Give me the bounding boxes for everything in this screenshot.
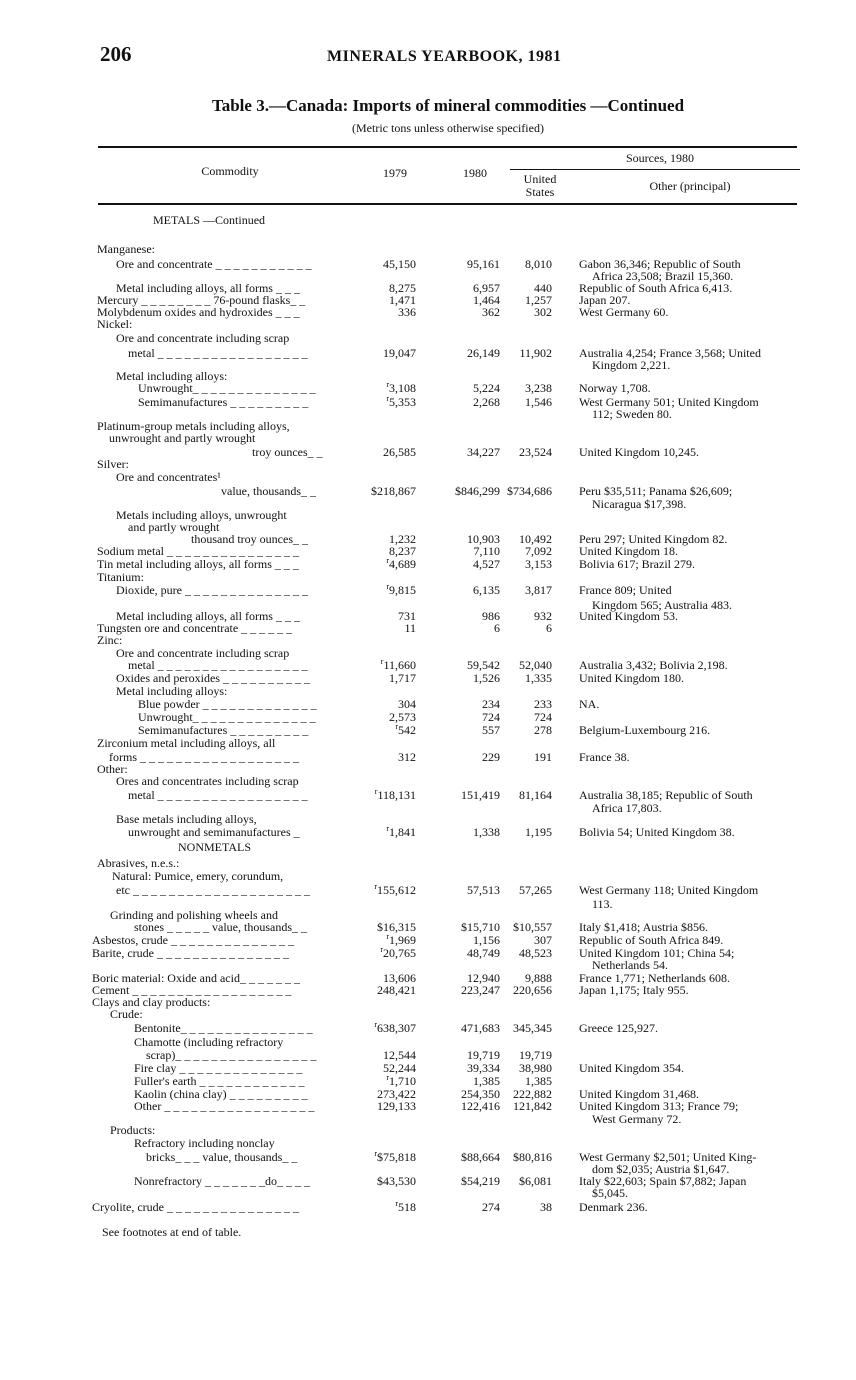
other-sources: Bolivia 617; Brazil 279. (579, 557, 695, 571)
value-1980: 1,338 (473, 825, 500, 839)
page-number: 206 (100, 42, 132, 66)
value-united-states: 220,656 (513, 983, 552, 997)
value-united-states: 52,040 (519, 658, 552, 672)
commodity-label: Crude: (110, 1007, 143, 1021)
revised-marker: r (374, 1020, 377, 1029)
other-sources: Japan 1,175; Italy 955. (579, 983, 689, 997)
table-row (0, 841, 856, 854)
other-sources: West Germany 118; United Kingdom (579, 883, 759, 897)
other-sources: Nicaragua $17,398. (592, 497, 687, 511)
value-1980: $846,299 (455, 484, 500, 498)
value-1979 (377, 1100, 416, 1113)
value-1979-text: 731 (398, 609, 416, 623)
value-1979-text: 8,237 (389, 544, 416, 558)
value-1980: 122,416 (461, 1099, 500, 1113)
commodity-label: Products: (110, 1123, 156, 1137)
header-rule-sources (510, 169, 800, 170)
revised-marker: r (386, 932, 389, 941)
value-united-states: 1,335 (525, 671, 552, 685)
commodity-label: metal _ _ _ _ _ _ _ _ _ _ _ _ _ _ _ _ _ (128, 788, 308, 802)
other-sources: Gabon 36,346; Republic of South (579, 257, 741, 271)
value-united-states: 10,492 (519, 532, 552, 546)
table-row (0, 1049, 856, 1062)
commodity-label: Ores and concentrates including scrap (116, 774, 299, 788)
other-sources: West Germany $2,501; United King- (579, 1150, 757, 1164)
other-sources: France 38. (579, 750, 630, 764)
value-1979-text: $218,867 (371, 484, 416, 498)
value-1979-text: 13,606 (383, 971, 416, 985)
value-1980: 1,526 (473, 671, 500, 685)
value-1979-text: 518 (398, 1200, 416, 1214)
value-1980: 57,513 (467, 883, 500, 897)
value-1980: 7,110 (473, 544, 500, 558)
revised-marker: r (374, 882, 377, 891)
revised-marker: r (386, 380, 389, 389)
table-row (0, 485, 856, 498)
table-row (0, 1022, 856, 1035)
value-1980: $15,710 (461, 920, 500, 934)
other-sources: Norway 1,708. (579, 381, 651, 395)
value-1979 (395, 1201, 416, 1214)
value-1979-text: 638,307 (377, 1021, 416, 1035)
value-1980: 34,227 (467, 445, 500, 459)
table-row (0, 826, 856, 839)
commodity-label: Silver: (97, 457, 129, 471)
other-sources: France 809; United (579, 583, 672, 597)
value-1980: 471,683 (461, 1021, 500, 1035)
value-1980: 12,940 (467, 971, 500, 985)
value-1980: 724 (482, 710, 500, 724)
commodity-label: Metal including alloys: (116, 684, 228, 698)
revised-marker: r (386, 1073, 389, 1082)
commodity-label: value, thousands_ _ (221, 484, 316, 498)
revised-marker: r (386, 556, 389, 565)
value-1979 (374, 1022, 416, 1035)
value-united-states: 345,345 (513, 1021, 552, 1035)
other-sources: Republic of South Africa 849. (579, 933, 724, 947)
table-row (0, 1124, 856, 1137)
value-united-states: 724 (534, 710, 552, 724)
value-1979-text: 26,585 (383, 445, 416, 459)
value-1979-text: 155,612 (377, 883, 416, 897)
table-row (0, 1075, 856, 1088)
value-1979-text: 1,717 (389, 671, 416, 685)
other-sources: West Germany 60. (579, 305, 669, 319)
revised-marker: r (386, 824, 389, 833)
table-row (0, 884, 856, 897)
other-sources: Republic of South Africa 6,413. (579, 281, 733, 295)
header-sources: Sources, 1980 (626, 151, 694, 165)
value-1979-text: 11,660 (383, 658, 416, 672)
value-1979-text: 336 (398, 305, 416, 319)
value-1979 (375, 789, 416, 802)
value-united-states: 1,385 (525, 1074, 552, 1088)
value-1980: $88,664 (461, 1150, 500, 1164)
value-united-states: $80,816 (513, 1150, 552, 1164)
revised-marker: r (386, 582, 389, 591)
commodity-label: unwrought and partly wrought (109, 431, 256, 445)
value-1979-text: 1,969 (389, 933, 416, 947)
other-sources: Africa 17,803. (592, 801, 662, 815)
commodity-label: stones _ _ _ _ _ value, thousands_ _ (134, 920, 307, 934)
commodity-label: Fuller's earth _ _ _ _ _ _ _ _ _ _ _ _ (134, 1074, 305, 1088)
other-sources: United Kingdom 180. (579, 671, 684, 685)
other-sources: France 1,771; Netherlands 608. (579, 971, 730, 985)
value-united-states: 6 (546, 621, 552, 635)
value-1980: 223,247 (461, 983, 500, 997)
value-united-states: 121,842 (513, 1099, 552, 1113)
value-united-states: 932 (534, 609, 552, 623)
other-sources: 112; Sweden 80. (592, 407, 672, 421)
commodity-label: Dioxide, pure _ _ _ _ _ _ _ _ _ _ _ _ _ _ (116, 583, 308, 597)
other-sources: West Germany 72. (592, 1112, 682, 1126)
table-row (0, 332, 856, 345)
commodity-label: Nonrefractory _ _ _ _ _ _ _do_ _ _ _ (134, 1174, 310, 1188)
header-commodity: Commodity (201, 164, 259, 178)
header-united-states (510, 173, 570, 199)
commodity-label: etc _ _ _ _ _ _ _ _ _ _ _ _ _ _ _ _ _ _ _ _ (116, 883, 310, 897)
value-united-states: 38,980 (519, 1061, 552, 1075)
header-rule-bottom (98, 203, 797, 205)
commodity-label: scrap)_ _ _ _ _ _ _ _ _ _ _ _ _ _ _ _ (146, 1048, 317, 1062)
commodity-label: METALS —Continued (153, 213, 266, 227)
value-1980: 6 (494, 621, 500, 635)
revised-marker: r (380, 945, 383, 954)
commodity-label: Semimanufactures _ _ _ _ _ _ _ _ _ (138, 723, 309, 737)
value-1980: 59,542 (467, 658, 500, 672)
commodity-label: Platinum-group metals including alloys, (97, 419, 290, 433)
other-sources: Australia 3,432; Bolivia 2,198. (579, 658, 728, 672)
value-united-states: 233 (534, 697, 552, 711)
commodity-label: troy ounces_ _ (252, 445, 323, 459)
commodity-label: Base metals including alloys, (116, 812, 257, 826)
value-1979-text: 2,573 (389, 710, 416, 724)
value-1979-text: 542 (398, 723, 416, 737)
value-united-states: 3,238 (525, 381, 552, 395)
value-united-states: 81,164 (519, 788, 552, 802)
value-1979-text: 52,244 (383, 1061, 416, 1075)
commodity-label: metal _ _ _ _ _ _ _ _ _ _ _ _ _ _ _ _ _ (128, 658, 308, 672)
value-1979-text: $16,315 (377, 920, 416, 934)
revised-marker: r (374, 787, 378, 796)
other-sources: Africa 23,508; Brazil 15,360. (592, 269, 734, 283)
value-united-states: 23,524 (519, 445, 552, 459)
value-united-states: 440 (534, 281, 552, 295)
value-1979 (395, 724, 416, 737)
value-united-states: 38 (540, 1200, 552, 1214)
value-1980: 19,719 (467, 1048, 500, 1062)
commodity-label: Tungsten ore and concentrate _ _ _ _ _ _ (97, 621, 293, 635)
other-sources: Bolivia 54; United Kingdom 38. (579, 825, 735, 839)
commodity-label: unwrought and semimanufactures _ (128, 825, 300, 839)
other-sources: Belgium-Luxembourg 216. (579, 723, 711, 737)
value-1979 (386, 558, 416, 571)
other-sources: West Germany 501; United Kingdom (579, 395, 759, 409)
revised-marker: r (395, 722, 398, 731)
commodity-label: Cement _ _ _ _ _ _ _ _ _ _ _ _ _ _ _ _ _ _ (92, 983, 292, 997)
commodity-label: Other: (97, 762, 128, 776)
other-sources: Peru $35,511; Panama $26,609; (579, 484, 733, 498)
value-1979-text: 304 (398, 697, 416, 711)
value-united-states: 11,902 (519, 346, 552, 360)
running-head: MINERALS YEARBOOK, 1981 (327, 48, 562, 65)
table-row (0, 1036, 856, 1049)
value-1980: 254,350 (461, 1087, 500, 1101)
value-united-states: $6,081 (519, 1174, 552, 1188)
value-1979-text: 8,275 (389, 281, 416, 295)
commodity-label: Nickel: (97, 317, 133, 331)
value-united-states: 57,265 (519, 883, 552, 897)
commodity-label: Blue powder _ _ _ _ _ _ _ _ _ _ _ _ _ (138, 697, 317, 711)
other-sources: Italy $1,418; Austria $856. (579, 920, 708, 934)
value-united-states: 9,888 (525, 971, 552, 985)
table-row (0, 1062, 856, 1075)
commodity-label: Ore and concentrates¹ (116, 470, 221, 484)
value-1979 (371, 485, 416, 498)
other-sources: Kingdom 565; Australia 483. (592, 598, 732, 612)
commodity-label: metal _ _ _ _ _ _ _ _ _ _ _ _ _ _ _ _ _ (128, 346, 308, 360)
other-sources: Greece 125,927. (579, 1021, 658, 1035)
value-united-states: 1,546 (525, 395, 552, 409)
value-1979-text: 248,421 (377, 983, 416, 997)
table-row (0, 1008, 856, 1021)
commodity-label: Chamotte (including refractory (134, 1035, 284, 1049)
value-1979-text: 1,841 (389, 825, 416, 839)
value-1979-text: 4,689 (389, 557, 416, 571)
other-sources: Australia 4,254; France 3,568; United (579, 346, 761, 360)
value-united-states: 302 (534, 305, 552, 319)
commodity-label: Titanium: (97, 570, 144, 584)
commodity-label: NONMETALS (178, 840, 252, 854)
table-row (0, 698, 856, 711)
value-1980: 1,385 (473, 1074, 500, 1088)
other-sources: Italy $22,603; Spain $7,882; Japan (579, 1174, 747, 1188)
commodity-label: bricks_ _ _ value, thousands_ _ (146, 1150, 298, 1164)
commodity-label: Zirconium metal including alloys, all (97, 736, 276, 750)
commodity-label: Cryolite, crude _ _ _ _ _ _ _ _ _ _ _ _ _ _ _ (92, 1200, 299, 1214)
revised-marker: r (374, 1149, 377, 1158)
value-united-states: 191 (534, 750, 552, 764)
table-row (0, 243, 856, 256)
table-row (0, 432, 856, 445)
commodity-label: Other _ _ _ _ _ _ _ _ _ _ _ _ _ _ _ _ _ (134, 1099, 315, 1113)
other-sources: Australia 38,185; Republic of South (579, 788, 753, 802)
commodity-label: Metals including alloys, unwrought (116, 508, 287, 522)
header-rule-top (98, 146, 797, 148)
other-sources: Japan 207. (579, 293, 631, 307)
commodity-label: Refractory including nonclay (134, 1136, 275, 1150)
commodity-label: Tin metal including alloys, all forms _ _ _ (97, 557, 299, 571)
table-row (0, 685, 856, 698)
value-1979-text: 45,150 (383, 257, 416, 271)
table-row (0, 1201, 856, 1214)
value-1980: 6,957 (473, 281, 500, 295)
table-row (0, 711, 856, 724)
commodity-label: Kaolin (china clay) _ _ _ _ _ _ _ _ _ (134, 1087, 308, 1101)
value-1980: 362 (482, 305, 500, 319)
value-united-states: $734,686 (507, 484, 552, 498)
value-united-states: 1,195 (525, 825, 552, 839)
commodity-label: Ore and concentrate including scrap (116, 646, 290, 660)
commodity-label: Ore and concentrate _ _ _ _ _ _ _ _ _ _ _ (116, 257, 312, 271)
commodity-label: Mercury _ _ _ _ _ _ _ _ 76-pound flasks_ _ (97, 293, 306, 307)
value-1979-text: 11 (404, 621, 416, 635)
table-row (0, 584, 856, 597)
commodity-label: Fire clay _ _ _ _ _ _ _ _ _ _ _ _ _ _ (134, 1061, 303, 1075)
commodity-label: Unwrought_ _ _ _ _ _ _ _ _ _ _ _ _ _ (138, 381, 316, 395)
table-row (0, 789, 856, 802)
header-1980: 1980 (463, 166, 487, 180)
table-row (0, 382, 856, 395)
value-1979-text: 12,544 (383, 1048, 416, 1062)
value-1979-text: 1,710 (389, 1074, 416, 1088)
value-united-states: 1,257 (525, 293, 552, 307)
value-1980: 39,334 (467, 1061, 500, 1075)
other-sources: United Kingdom 10,245. (579, 445, 699, 459)
table-row (0, 214, 856, 227)
value-united-states: 278 (534, 723, 552, 737)
other-sources: Denmark 236. (579, 1200, 648, 1214)
commodity-label: Metal including alloys, all forms _ _ _ (116, 609, 300, 623)
other-sources: Peru 297; United Kingdom 82. (579, 532, 728, 546)
value-united-states: 19,719 (519, 1048, 552, 1062)
commodity-label: thousand troy ounces_ _ (191, 532, 308, 546)
value-united-states: 7,092 (525, 544, 552, 558)
value-1980: 151,419 (461, 788, 500, 802)
value-1979-text: 312 (398, 750, 416, 764)
commodity-label: Semimanufactures _ _ _ _ _ _ _ _ _ (138, 395, 309, 409)
commodity-label: Metal including alloys, all forms _ _ _ (116, 281, 300, 295)
value-1980: 4,527 (473, 557, 500, 571)
value-1980: 1,464 (473, 293, 500, 307)
other-sources: Kingdom 2,221. (592, 358, 671, 372)
value-1979-text: 1,232 (389, 532, 416, 546)
commodity-label: Clays and clay products: (92, 995, 211, 1009)
value-1979 (386, 826, 416, 839)
value-1980: 5,224 (473, 381, 500, 395)
value-1980: 48,749 (467, 946, 500, 960)
commodity-label: Sodium metal _ _ _ _ _ _ _ _ _ _ _ _ _ _ _ (97, 544, 299, 558)
value-united-states: 8,010 (525, 257, 552, 271)
header-other: Other (principal) (649, 179, 731, 193)
table-row (0, 1100, 856, 1113)
commodity-label: forms _ _ _ _ _ _ _ _ _ _ _ _ _ _ _ _ _ _ (109, 750, 299, 764)
table-row (0, 775, 856, 788)
table-row (0, 318, 856, 331)
table-row (0, 737, 856, 750)
value-united-states: 3,153 (525, 557, 552, 571)
other-sources: United Kingdom 31,468. (579, 1087, 699, 1101)
other-sources: United Kingdom 53. (579, 609, 678, 623)
value-united-states: $10,557 (513, 920, 552, 934)
other-sources: dom $2,035; Austria $1,647. (592, 1162, 730, 1176)
commodity-label: Natural: Pumice, emery, corundum, (112, 869, 284, 883)
value-1979-text: 5,353 (389, 395, 416, 409)
commodity-label: Ore and concentrate including scrap (116, 331, 290, 345)
commodity-label: Metal including alloys: (116, 369, 228, 383)
value-united-states: 222,882 (513, 1087, 552, 1101)
value-1979-text: 273,422 (377, 1087, 416, 1101)
value-united-states: 307 (534, 933, 552, 947)
header-us-line2: States (525, 185, 555, 199)
value-1979-text: $43,530 (377, 1174, 416, 1188)
header-us-line1: United (523, 172, 557, 186)
commodity-label: Unwrought_ _ _ _ _ _ _ _ _ _ _ _ _ _ (138, 710, 316, 724)
value-1980: 95,161 (467, 257, 500, 271)
value-1979-text: 9,815 (389, 583, 416, 597)
table-title: Table 3.—Canada: Imports of mineral commodities —Continued (211, 96, 685, 115)
value-1979-text: 20,765 (383, 946, 416, 960)
value-1979-text: 3,108 (389, 381, 416, 395)
commodity-label: Oxides and peroxides _ _ _ _ _ _ _ _ _ _ (116, 671, 310, 685)
commodity-label: Asbestos, crude _ _ _ _ _ _ _ _ _ _ _ _ _ _ (92, 933, 294, 947)
value-1979 (374, 884, 416, 897)
other-sources: NA. (579, 697, 600, 711)
table-row (0, 1187, 856, 1200)
value-1979-text: 1,471 (389, 293, 416, 307)
value-1980: 6,135 (473, 583, 500, 597)
value-1980: 557 (482, 723, 500, 737)
table-subtitle: (Metric tons unless otherwise specified) (352, 121, 544, 135)
table-row (0, 870, 856, 883)
other-sources: United Kingdom 18. (579, 544, 678, 558)
commodity-label: Abrasives, n.e.s.: (97, 856, 180, 870)
commodity-label: Barite, crude _ _ _ _ _ _ _ _ _ _ _ _ _ _ _ (92, 946, 289, 960)
value-1980: 986 (482, 609, 500, 623)
revised-marker: r (380, 657, 384, 666)
value-1979-text: $75,818 (377, 1150, 416, 1164)
table-row (0, 471, 856, 484)
header-1979: 1979 (383, 166, 407, 180)
value-united-states: 3,817 (525, 583, 552, 597)
other-sources: United Kingdom 354. (579, 1061, 684, 1075)
other-sources: Netherlands 54. (592, 958, 668, 972)
value-1979-text: 19,047 (383, 346, 416, 360)
value-1980: 229 (482, 750, 500, 764)
value-1980: 10,903 (467, 532, 500, 546)
value-1980: 26,149 (467, 346, 500, 360)
other-sources: 113. (592, 897, 613, 911)
value-1979 (386, 584, 416, 597)
commodity-label: Boric material: Oxide and acid_ _ _ _ _ _ _ (92, 971, 300, 985)
commodity-label: Bentonite_ _ _ _ _ _ _ _ _ _ _ _ _ _ _ (134, 1021, 313, 1035)
value-1979 (386, 382, 416, 395)
value-1979-text: 129,133 (377, 1099, 416, 1113)
value-1980: 1,156 (473, 933, 500, 947)
commodity-label: and partly wrought (128, 520, 220, 534)
value-1980: $54,219 (461, 1174, 500, 1188)
revised-marker: r (386, 394, 389, 403)
revised-marker: r (395, 1199, 398, 1208)
commodity-label: Molybdenum oxides and hydroxides _ _ _ (97, 305, 300, 319)
value-1980: 274 (482, 1200, 500, 1214)
footnote: See footnotes at end of table. (102, 1225, 242, 1239)
other-sources: United Kingdom 101; China 54; (579, 946, 735, 960)
value-1979-text: 118,131 (377, 788, 416, 802)
value-1979 (389, 672, 416, 685)
commodity-label: Manganese: (97, 242, 155, 256)
other-sources: United Kingdom 313; France 79; (579, 1099, 739, 1113)
other-sources: $5,045. (592, 1186, 628, 1200)
table-row (0, 1137, 856, 1150)
value-1980: 234 (482, 697, 500, 711)
commodity-label: Zinc: (97, 633, 123, 647)
commodity-label: Grinding and polishing wheels and (110, 908, 278, 922)
value-1980: 2,268 (473, 395, 500, 409)
value-united-states: 48,523 (519, 946, 552, 960)
